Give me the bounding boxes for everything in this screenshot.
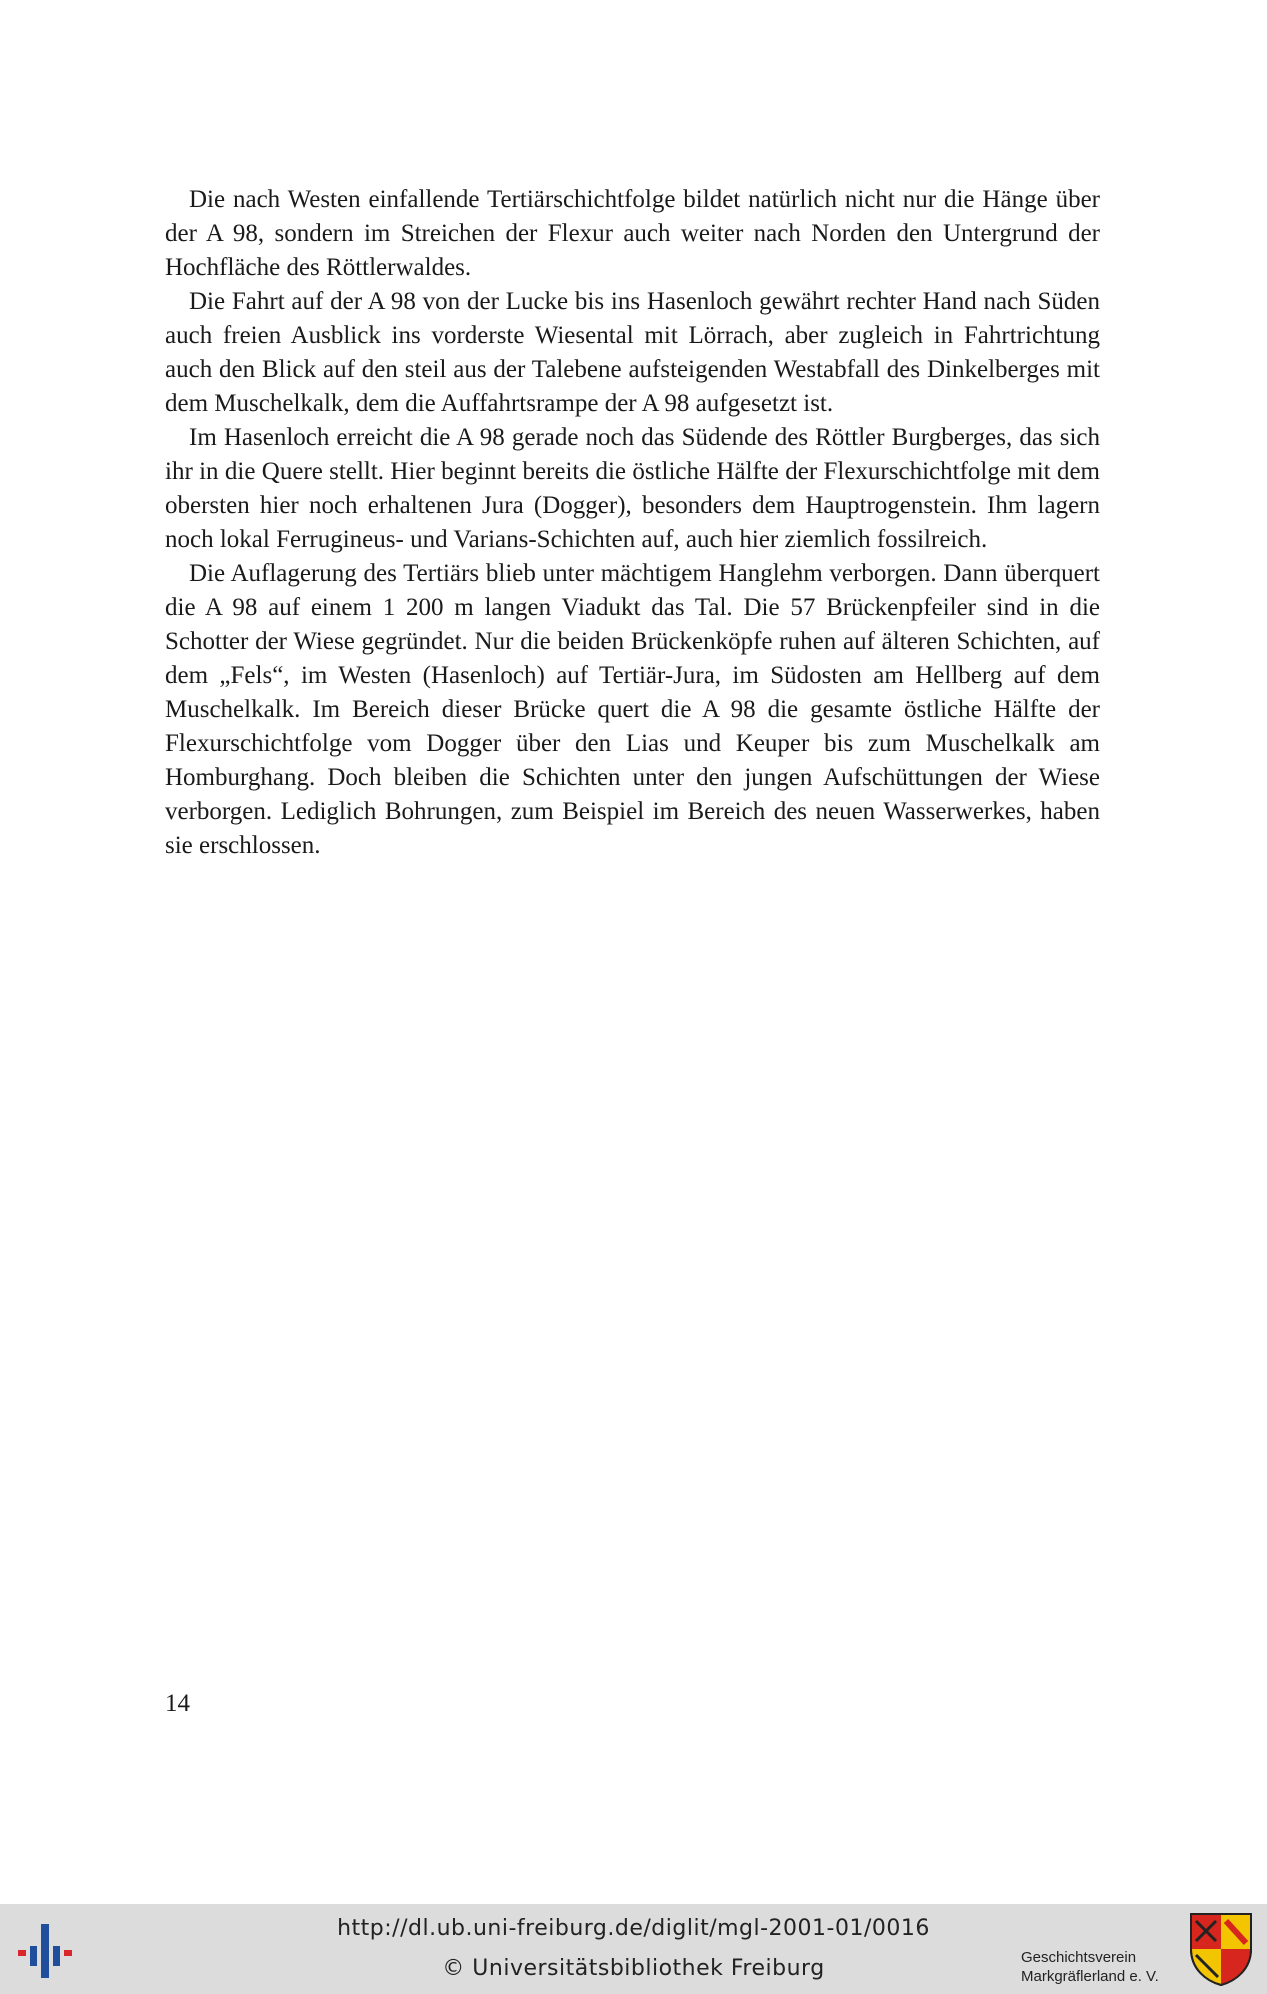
society-name-line1: Geschichtsverein (1021, 1949, 1137, 1966)
paragraph: Die Fahrt auf der A 98 von der Lucke bis ins Hasenloch gewährt rechter Hand nach Süden auch freien Ausblick ins vorderste Wiesental mit Lörrach, aber zugleich in Fahrtrichtung auch den Blick auf den steil aus der Talebene aufsteigenden Westabfall des Dinkelberges mit dem Muschelkalk, dem die Auffahrtsrampe der A 98 aufgesetzt ist. (165, 288, 1100, 417)
paragraph: Die nach Westen einfallende Tertiärschichtfolge bildet natürlich nicht nur die Hänge über der A 98, sondern im Streichen der Flexur auch weiter nach Norden den Untergrund der Hochfläche des Röttlerwaldes. (165, 186, 1100, 281)
page-number: 14 (165, 1690, 190, 1717)
body-text (165, 183, 1100, 863)
footer-copyright: © Universitätsbibliothek Freiburg (442, 1956, 825, 1981)
society-name (1021, 1948, 1159, 1986)
footer-url-link[interactable]: http://dl.ub.uni-freiburg.de/diglit/mgl-2001-01/0016 (337, 1916, 930, 1941)
paragraph: Die Auflagerung des Tertiärs blieb unter mächtigem Hanglehm verborgen. Dann überquert die A 98 auf einem 1 200 m langen Viadukt das Tal. Die 57 Brückenpfeiler sind in die Schotter der Wiese gegründet. Nur die beiden Brückenköpfe ruhen auf älteren Schichten, auf dem „Fels“, im Westen (Hasenloch) auf Tertiär-Jura, im Südosten am Hellberg auf dem Muschelkalk. Im Bereich dieser Brücke quert die A 98 die gesamte östliche Hälfte der Flexurschichtfolge vom Dogger über den Lias und Keuper bis zum Muschelkalk am Homburghang. Doch bleiben die Schichten unter den jungen Aufschüttungen der Wiese verborgen. Lediglich Bohrungen, zum Beispiel im Bereich des neuen Wasserwerkes, haben sie erschlossen. (165, 560, 1100, 859)
society-name-line2: Markgräflerland e. V. (1021, 1968, 1159, 1985)
footer-bar (0, 1904, 1267, 1994)
paragraph: Im Hasenloch erreicht die A 98 gerade noch das Südende des Röttler Burgberges, das sich ihr in die Quere stellt. Hier beginnt bereits die östliche Hälfte der Flexurschichtfolge mit dem obersten hier noch erhaltenen Jura (Dogger), besonders dem Hauptrogenstein. Ihm lagern noch lokal Ferrugineus- und Varians-Schichten auf, auch hier ziemlich fossilreich. (165, 424, 1100, 553)
coat-of-arms-icon (1188, 1911, 1254, 1987)
